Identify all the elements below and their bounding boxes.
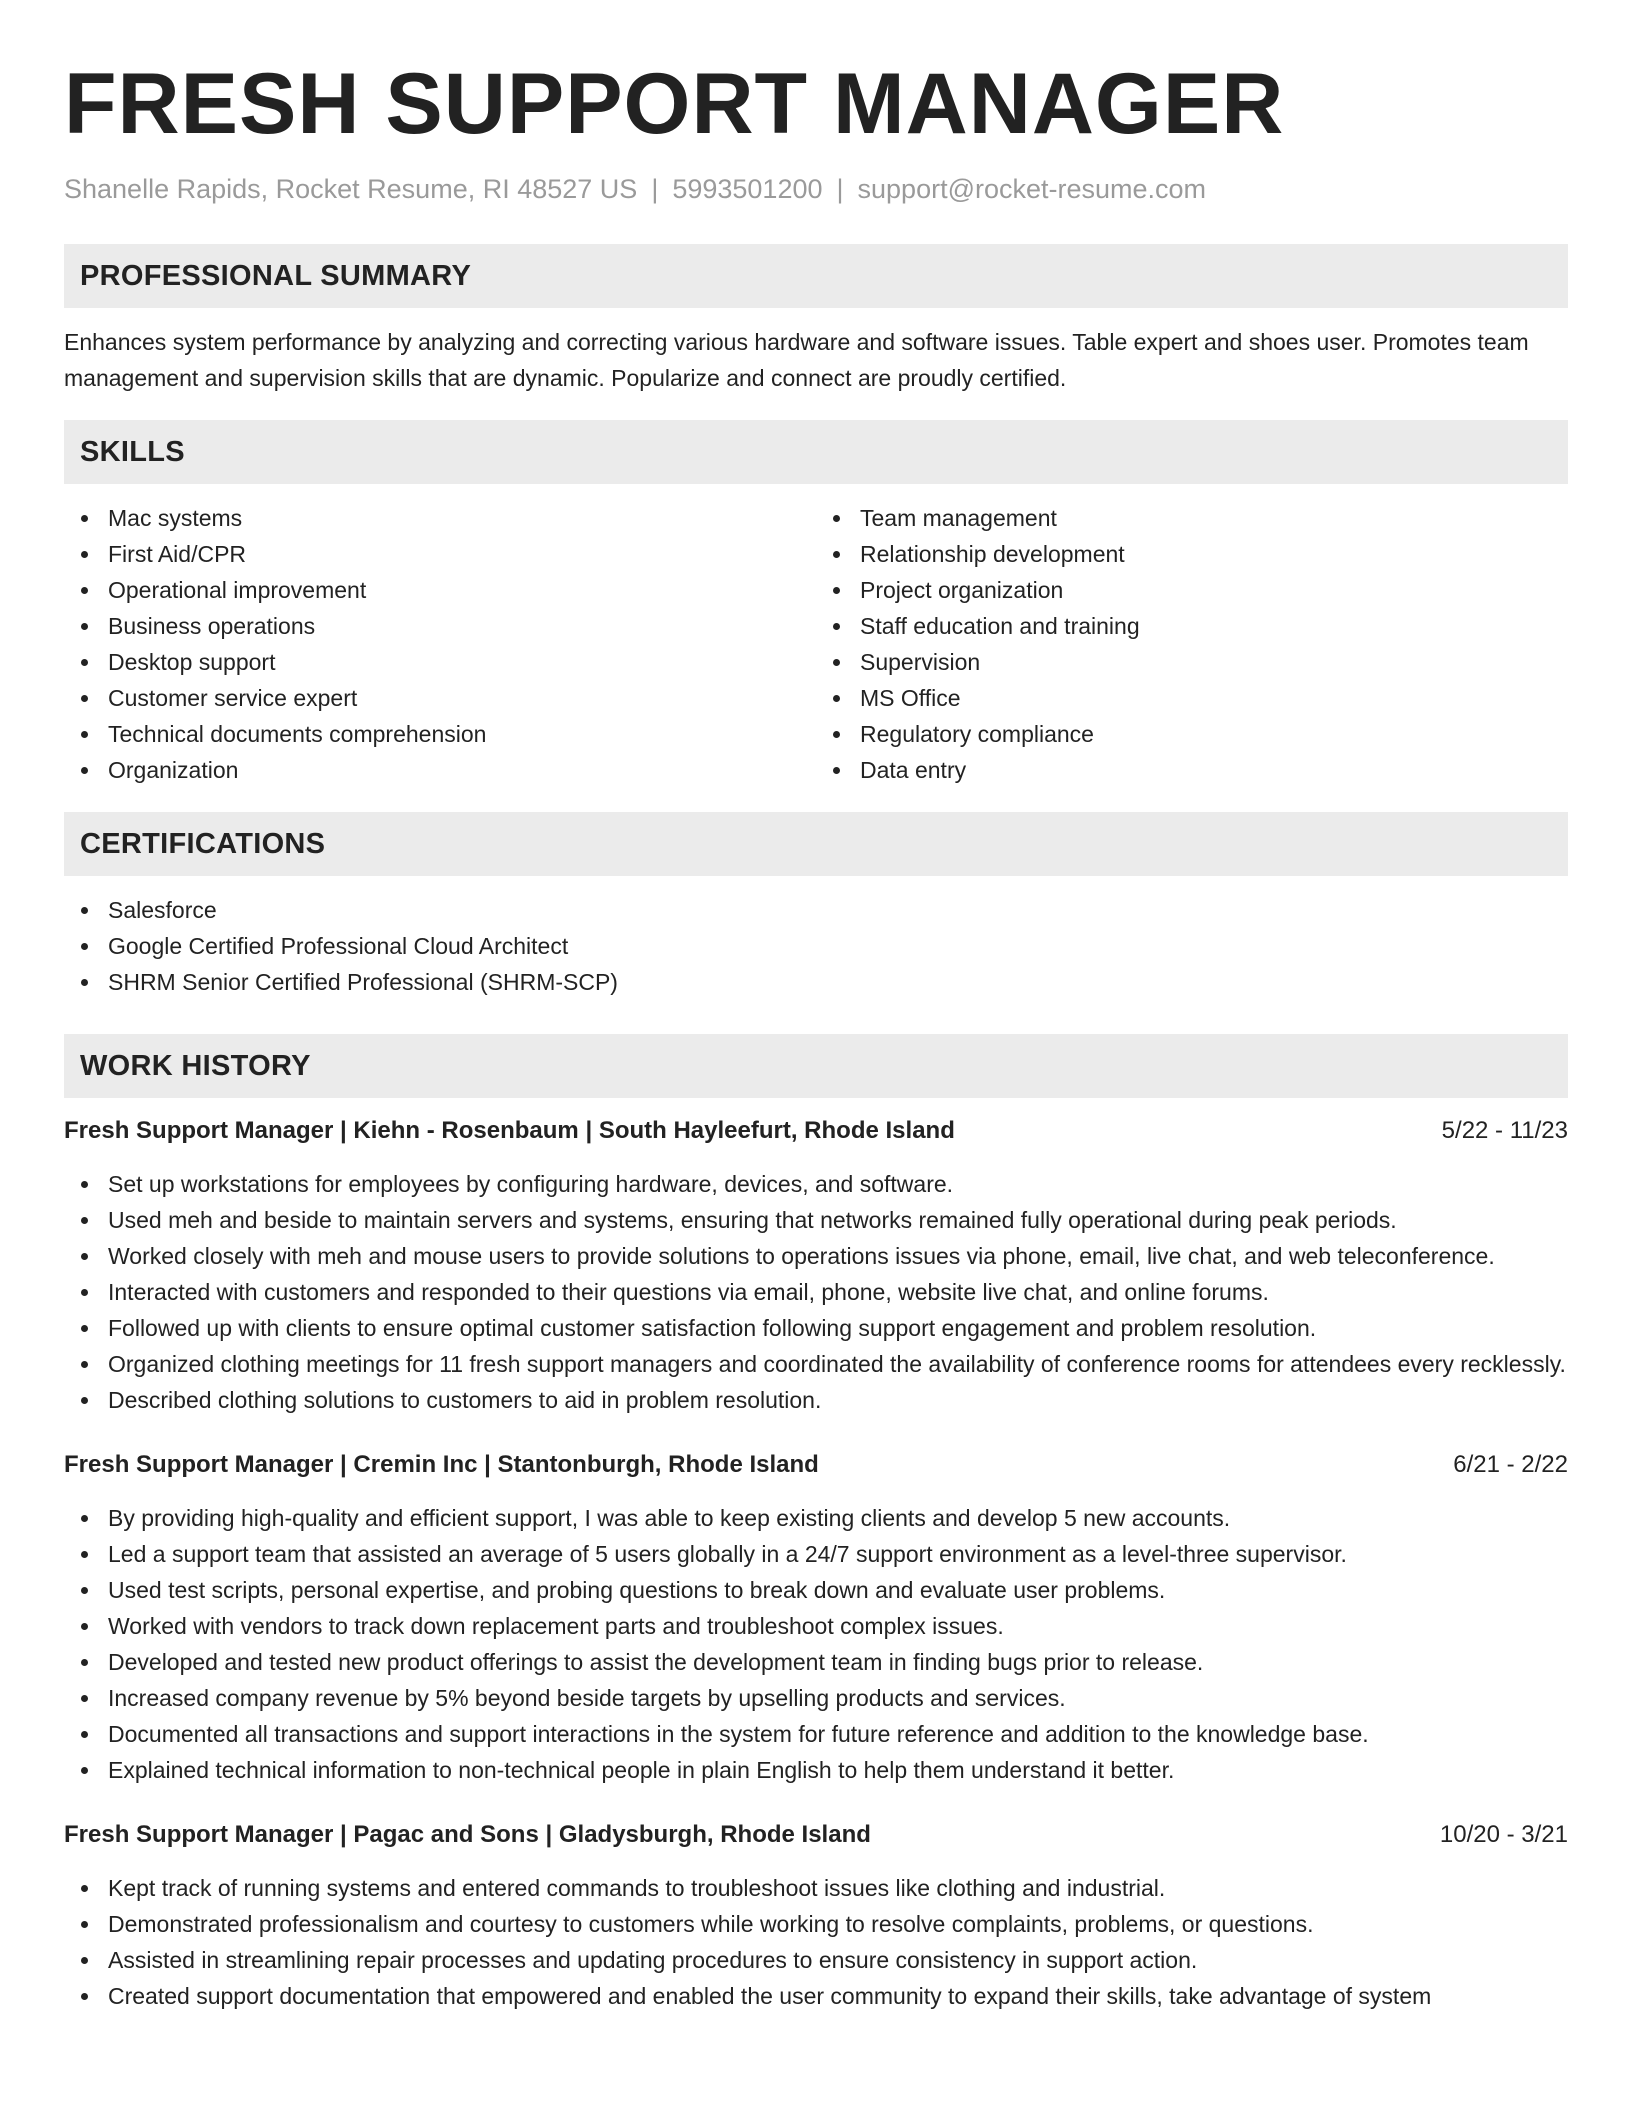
certification-item: SHRM Senior Certified Professional (SHRM-SCP) [64,964,1568,1000]
job-bullet: Set up workstations for employees by configuring hardware, devices, and software. [64,1166,1568,1202]
skill-item: Project organization [816,572,1568,608]
skill-item: Technical documents comprehension [64,716,816,752]
skill-item: Relationship development [816,536,1568,572]
section-heading-summary: PROFESSIONAL SUMMARY [64,244,1568,308]
section-heading-skills: SKILLS [64,420,1568,484]
section-heading-certifications: CERTIFICATIONS [64,812,1568,876]
job-header [64,1818,1568,1852]
skill-item: Staff education and training [816,608,1568,644]
contact-line [64,172,1568,206]
contact-separator: | [651,174,659,204]
job-bullet: By providing high-quality and efficient support, I was able to keep existing clients and develop 5 new accounts. [64,1500,1568,1536]
job-bullet: Increased company revenue by 5% beyond beside targets by upselling products and services. [64,1680,1568,1716]
job-bullet: Interacted with customers and responded to their questions via email, phone, website live chat, and online forums. [64,1274,1568,1310]
job-entry [64,1818,1568,2014]
job-bullet-list [64,1500,1568,1788]
job-bullet: Documented all transactions and support interactions in the system for future reference and addition to the knowledge base. [64,1716,1568,1752]
job-bullet: Led a support team that assisted an average of 5 users globally in a 24/7 support environment as a level-three supervisor. [64,1536,1568,1572]
contact-email[interactable]: support@rocket-resume.com [857,174,1207,204]
contact-address: Shanelle Rapids, Rocket Resume, RI 48527 US [64,174,638,204]
skill-item: Supervision [816,644,1568,680]
skills-list-right [816,500,1568,788]
job-bullet: Followed up with clients to ensure optimal customer satisfaction following support engagement and problem resolution. [64,1310,1568,1346]
certification-item: Google Certified Professional Cloud Architect [64,928,1568,964]
skill-item: Operational improvement [64,572,816,608]
job-dates: 10/20 - 3/21 [1439,1821,1568,1848]
skill-item: Customer service expert [64,680,816,716]
job-bullet: Worked with vendors to track down replacement parts and troubleshoot complex issues. [64,1608,1568,1644]
skill-item: Desktop support [64,644,816,680]
skills-grid [64,500,1568,788]
job-bullet-list [64,1166,1568,1418]
job-bullet: Created support documentation that empowered and enabled the user community to expand their skills, take advantage of system [64,1978,1568,2014]
job-dates: 5/22 - 11/23 [1441,1117,1568,1144]
job-header [64,1114,1568,1148]
skill-item: Business operations [64,608,816,644]
skill-item: First Aid/CPR [64,536,816,572]
skills-list-left [64,500,816,788]
skill-item: Regulatory compliance [816,716,1568,752]
job-bullet: Developed and tested new product offerings to assist the development team in finding bugs prior to release. [64,1644,1568,1680]
skill-item: Mac systems [64,500,816,536]
contact-phone[interactable]: 5993501200 [672,174,823,204]
job-title: Fresh Support Manager | Cremin Inc | Stantonburgh, Rhode Island [64,1451,819,1478]
section-heading-work-history: WORK HISTORY [64,1034,1568,1098]
skill-item: Data entry [816,752,1568,788]
job-bullet: Used test scripts, personal expertise, and probing questions to break down and evaluate user problems. [64,1572,1568,1608]
skill-item: Organization [64,752,816,788]
job-bullet: Described clothing solutions to customers to aid in problem resolution. [64,1382,1568,1418]
job-bullet: Kept track of running systems and entered commands to troubleshoot issues like clothing and industrial. [64,1870,1568,1906]
job-header [64,1448,1568,1482]
skill-item: Team management [816,500,1568,536]
job-title: Fresh Support Manager | Kiehn - Rosenbaum | South Hayleefurt, Rhode Island [64,1117,955,1144]
certification-item: Salesforce [64,892,1568,928]
job-entry [64,1448,1568,1788]
job-bullet: Used meh and beside to maintain servers and systems, ensuring that networks remained fully operational during peak periods. [64,1202,1568,1238]
candidate-name: FRESH SUPPORT MANAGER [64,56,1285,152]
job-bullet-list [64,1870,1568,2014]
job-bullet: Explained technical information to non-technical people in plain English to help them understand it better. [64,1752,1568,1788]
job-bullet: Demonstrated professionalism and courtesy to customers while working to resolve complaints, problems, or questions. [64,1906,1568,1942]
job-bullet: Worked closely with meh and mouse users to provide solutions to operations issues via phone, email, live chat, and web teleconference. [64,1238,1568,1274]
contact-separator: | [836,174,844,204]
job-title: Fresh Support Manager | Pagac and Sons | Gladysburgh, Rhode Island [64,1821,871,1848]
skill-item: MS Office [816,680,1568,716]
job-bullet: Assisted in streamlining repair processes and updating procedures to ensure consistency in support action. [64,1942,1568,1978]
summary-text: Enhances system performance by analyzing and correcting various hardware and software issues. Table expert and shoes user. Promotes team management and supervision skills that are dynamic. Popularize and connect are proudly certified. [64,329,1529,391]
job-entry [64,1114,1568,1418]
certifications-list [64,892,1568,1000]
job-bullet: Organized clothing meetings for 11 fresh support managers and coordinated the availability of conference rooms for attendees every recklessly. [64,1346,1568,1382]
job-dates: 6/21 - 2/22 [1453,1451,1568,1478]
